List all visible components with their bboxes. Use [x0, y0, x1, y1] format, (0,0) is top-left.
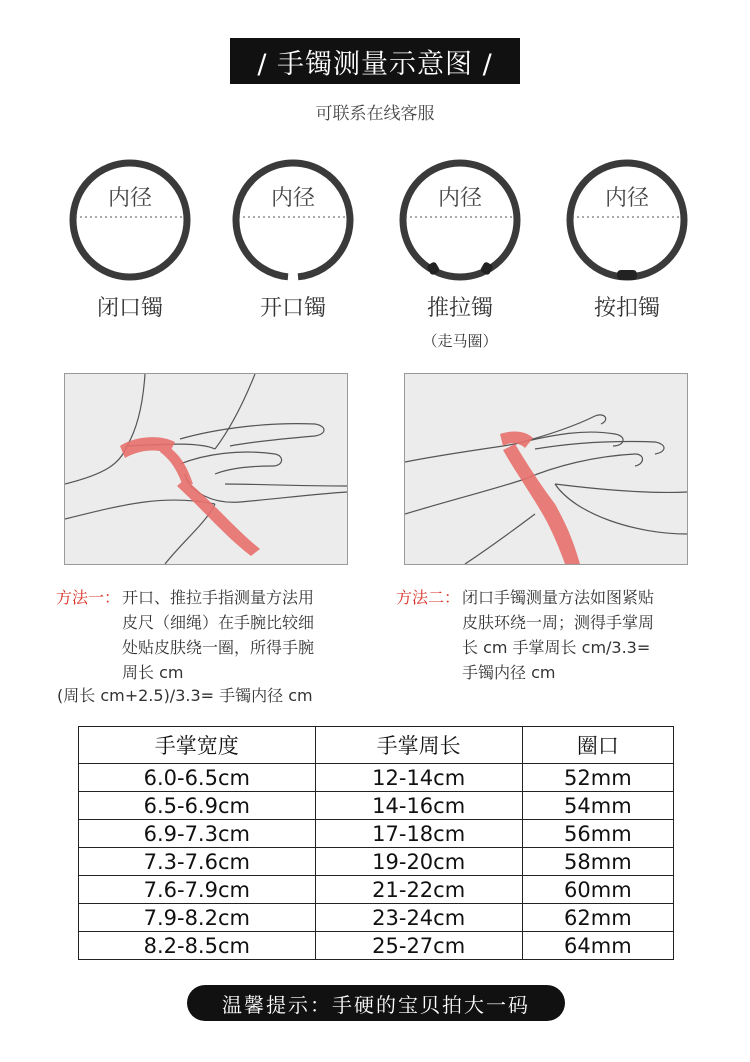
ring-open — [218, 155, 368, 322]
header-ring-size: 圈口 — [522, 727, 673, 764]
method-two — [396, 585, 716, 685]
table-cell: 7.9-8.2cm — [79, 904, 316, 932]
table-row — [79, 876, 674, 904]
method-line: 长 cm 手掌周长 cm/3.3= — [462, 638, 651, 657]
push-pull-ring-icon — [395, 155, 525, 285]
method-two-label: 方法二： — [396, 588, 461, 607]
table-cell: 60mm — [522, 876, 673, 904]
method-line: 周长 cm — [122, 663, 184, 682]
ring-name: 按扣镯 — [593, 296, 660, 321]
header-palm-width: 手掌宽度 — [79, 727, 316, 764]
table-cell: 58mm — [522, 848, 673, 876]
table-row — [79, 848, 674, 876]
size-table — [78, 726, 674, 960]
method-one-formula: (周长 cm+2.5)/3.3= 手镯内径 cm — [57, 686, 313, 705]
table-cell: 19-20cm — [315, 848, 522, 876]
table-cell: 23-24cm — [315, 904, 522, 932]
table-header-row — [79, 727, 674, 764]
palm-measure-illustration — [404, 373, 688, 565]
method-line: 皮肤环绕一周；测得手掌周 — [462, 613, 655, 632]
method-line: 处贴皮肤绕一圈，所得手腕 — [122, 638, 315, 657]
ring-push-pull — [385, 155, 535, 351]
table-row — [79, 904, 674, 932]
ring-closed — [55, 155, 205, 322]
ring-name: 推拉镯 — [426, 296, 493, 321]
table-cell: 21-22cm — [315, 876, 522, 904]
table-cell: 6.9-7.3cm — [79, 820, 316, 848]
contact-subtitle: 可联系在线客服 — [315, 104, 435, 124]
table-cell: 8.2-8.5cm — [79, 932, 316, 960]
tip-banner: 温馨提示：手硬的宝贝拍大一码 — [187, 985, 565, 1021]
method-line: 手镯内径 cm — [462, 663, 556, 682]
closed-ring-icon — [65, 155, 195, 285]
ring-inner-label: 内径 — [270, 186, 316, 211]
page-title: / 手镯测量示意图 / — [230, 38, 520, 84]
snap-ring-icon — [562, 155, 692, 285]
method-line: 皮尺（细绳）在手腕比较细 — [122, 613, 315, 632]
wrist-measure-illustration — [64, 373, 348, 565]
method-line: 开口、推拉手指测量方法用 — [122, 588, 315, 607]
method-one — [56, 585, 376, 685]
table-cell: 52mm — [522, 764, 673, 792]
table-cell: 17-18cm — [315, 820, 522, 848]
ring-snap — [552, 155, 702, 322]
table-row — [79, 932, 674, 960]
table-row — [79, 792, 674, 820]
ring-name: 开口镯 — [259, 296, 326, 321]
table-row — [79, 820, 674, 848]
table-cell: 14-16cm — [315, 792, 522, 820]
ring-name: 闭口镯 — [96, 296, 163, 321]
table-cell: 7.3-7.6cm — [79, 848, 316, 876]
open-ring-icon — [228, 155, 358, 285]
ring-inner-label: 内径 — [107, 186, 153, 211]
table-cell: 62mm — [522, 904, 673, 932]
ring-inner-label: 内径 — [604, 186, 650, 211]
table-cell: 54mm — [522, 792, 673, 820]
table-cell: 6.0-6.5cm — [79, 764, 316, 792]
ring-note: （走马圈） — [422, 332, 498, 350]
ring-inner-label: 内径 — [437, 186, 483, 211]
method-one-label: 方法一： — [56, 588, 121, 607]
table-row — [79, 764, 674, 792]
table-cell: 7.6-7.9cm — [79, 876, 316, 904]
table-cell: 6.5-6.9cm — [79, 792, 316, 820]
table-cell: 64mm — [522, 932, 673, 960]
method-line: 闭口手镯测量方法如图紧贴 — [462, 588, 655, 607]
table-cell: 56mm — [522, 820, 673, 848]
header-palm-circumference: 手掌周长 — [315, 727, 522, 764]
table-cell: 12-14cm — [315, 764, 522, 792]
table-cell: 25-27cm — [315, 932, 522, 960]
